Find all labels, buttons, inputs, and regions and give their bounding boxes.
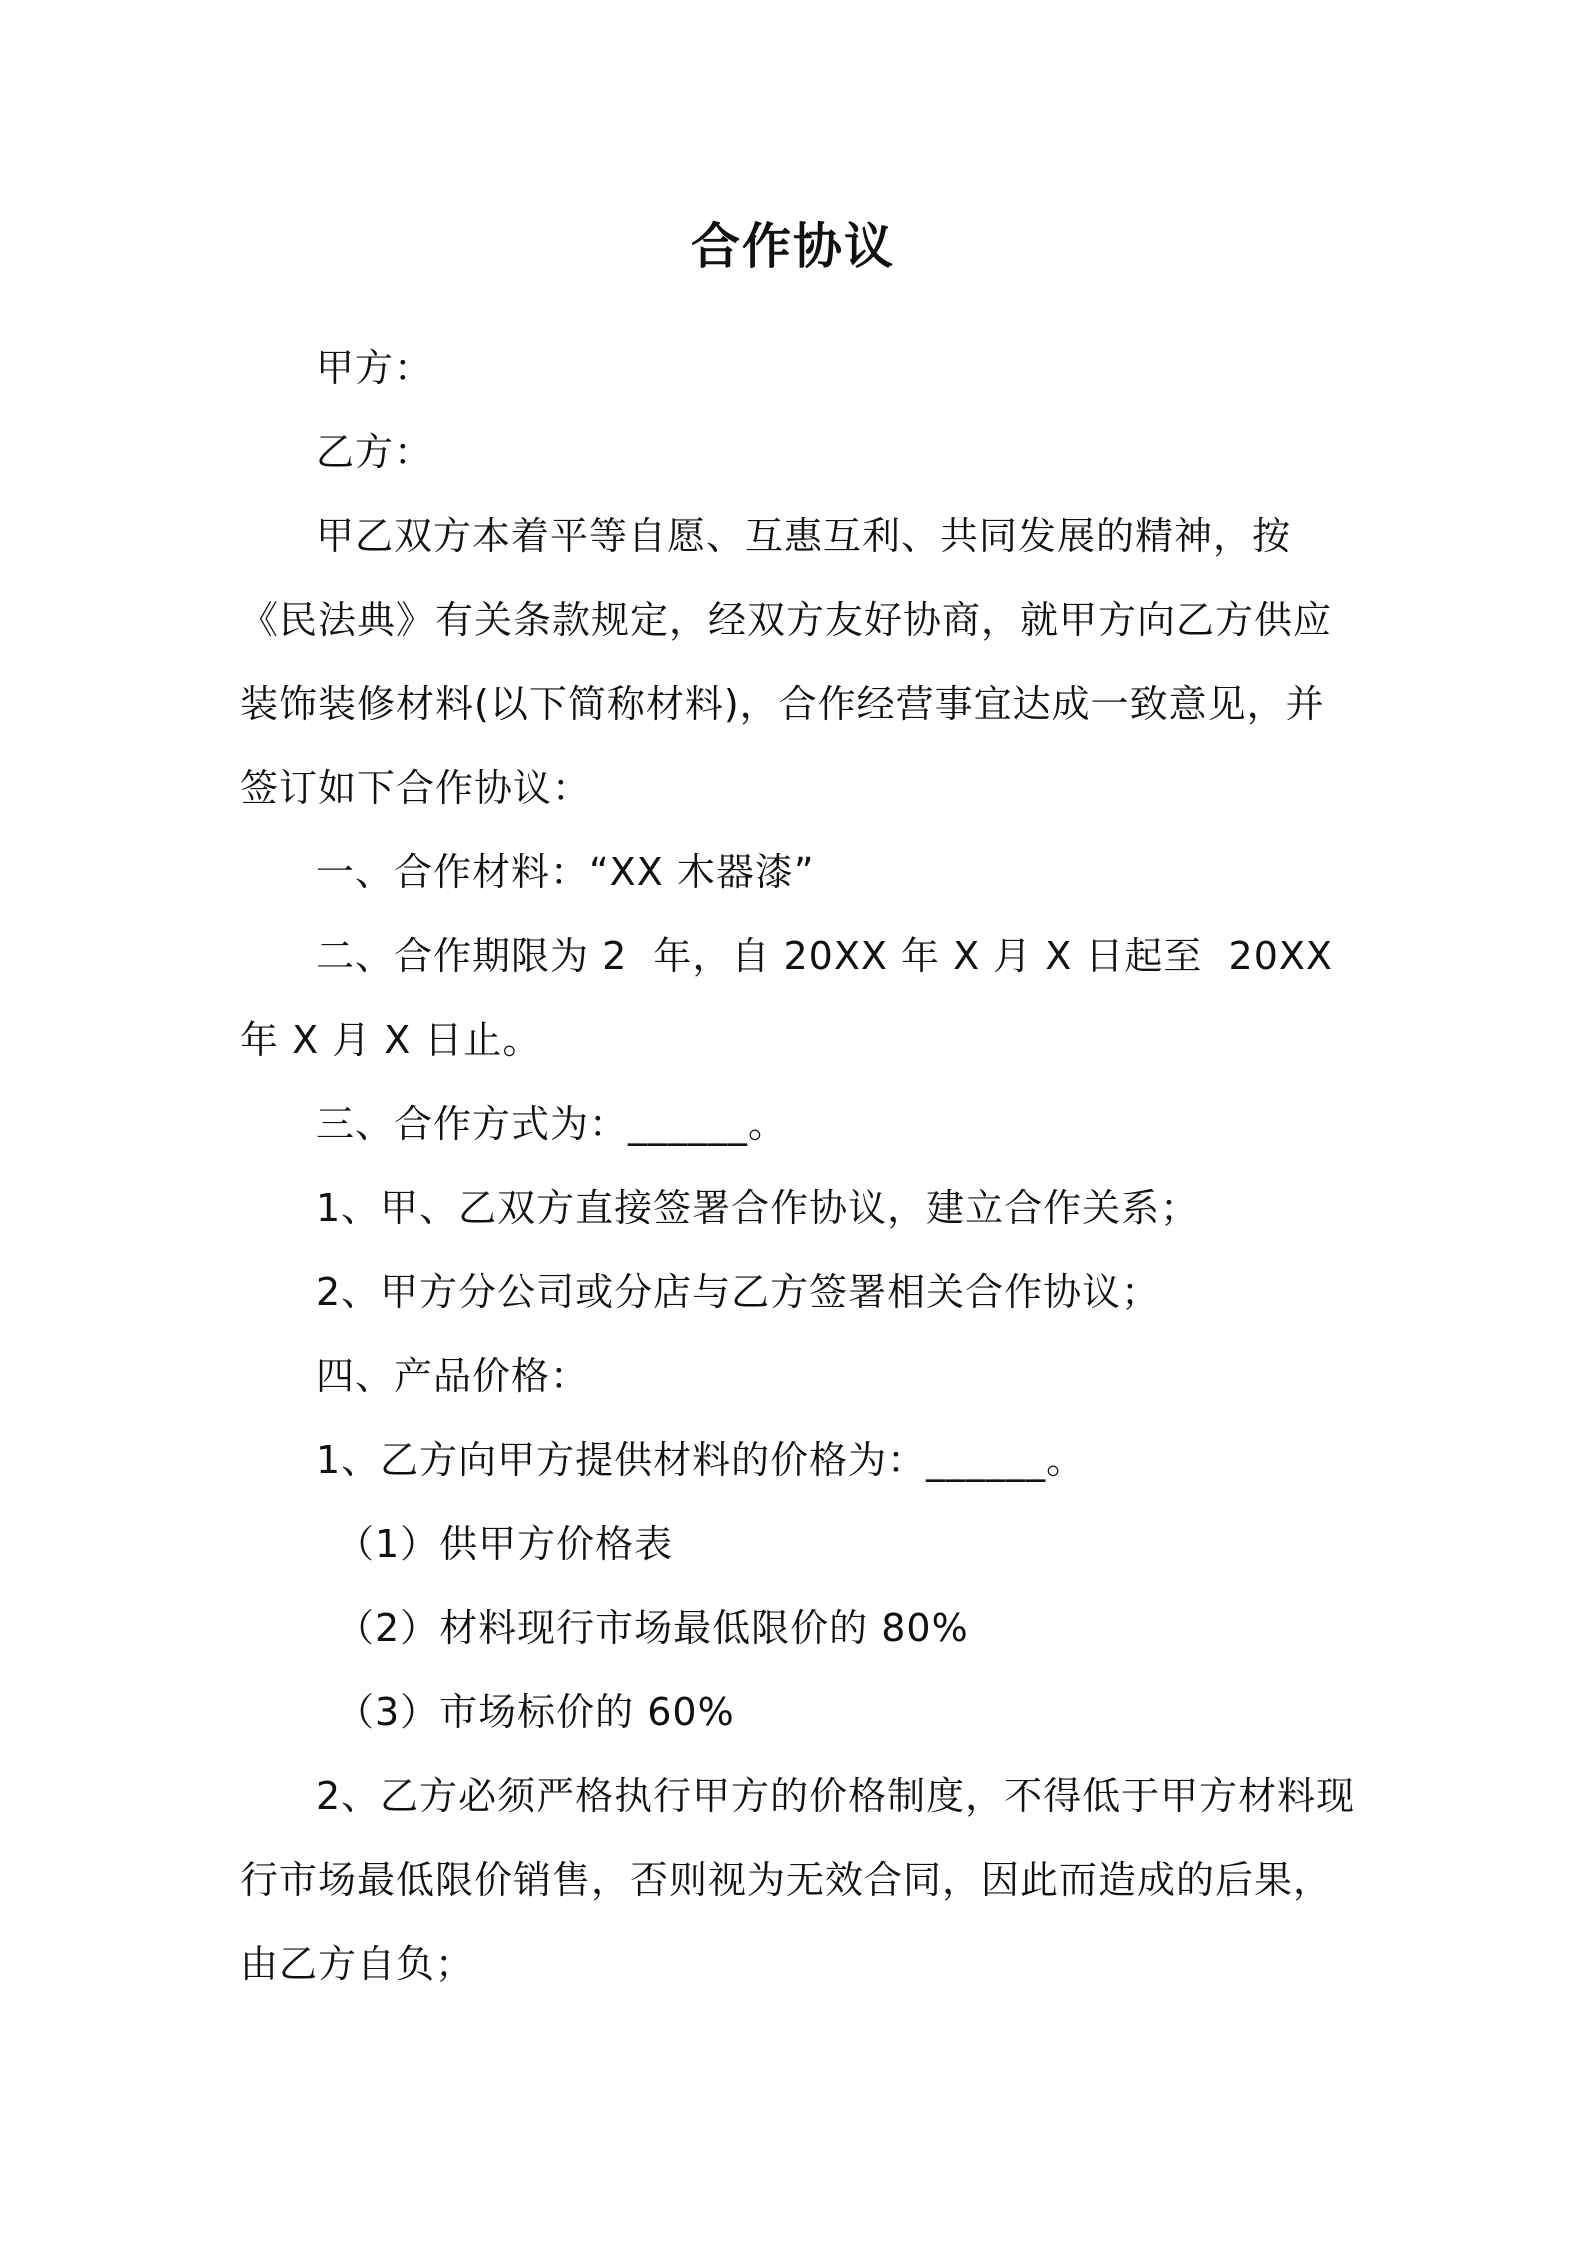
price-option-3: （3）市场标价的 60% <box>336 1690 735 1734</box>
clause-2-term: 二、合作期限为 2 年，自 20XX 年 X 月 X 日起至 20XX 年 X 月 X 日止。 <box>240 934 1347 1062</box>
clause-4-price-heading: 四、产品价格： <box>316 1354 590 1398</box>
clause-3-item-2: 2、甲方分公司或分店与乙方签署相关合作协议； <box>316 1270 1161 1314</box>
document-body <box>240 326 1360 2006</box>
price-option-2: （2）材料现行市场最低限价的 80% <box>336 1606 969 1650</box>
clause-3-method: 三、合作方式为：______。 <box>316 1102 788 1146</box>
clause-4-item-1: 1、乙方向甲方提供材料的价格为：______。 <box>316 1438 1086 1482</box>
party-b-line: 乙方： <box>316 430 434 474</box>
clause-4-item-2: 2、乙方必须严格执行甲方的价格制度，不得低于甲方材料现行市场最低限价销售，否则视为无效合同，因此而造成的后果，由乙方自负； <box>240 1774 1356 1986</box>
clause-1-material: 一、合作材料：“XX 木器漆” <box>316 850 815 894</box>
price-option-1: （1）供甲方价格表 <box>336 1522 674 1566</box>
document-title: 合作协议 <box>690 218 895 275</box>
preamble-paragraph: 甲乙双方本着平等自愿、互惠互利、共同发展的精神，按《民法典》有关条款规定，经双方友好协商，就甲方向乙方供应装饰装修材料(以下简称材料)，合作经营事宜达成一致意见，并签订如下合作协议： <box>240 514 1333 810</box>
party-a-line: 甲方： <box>316 346 434 390</box>
clause-3-item-1: 1、甲、乙双方直接签署合作协议，建立合作关系； <box>316 1186 1200 1230</box>
